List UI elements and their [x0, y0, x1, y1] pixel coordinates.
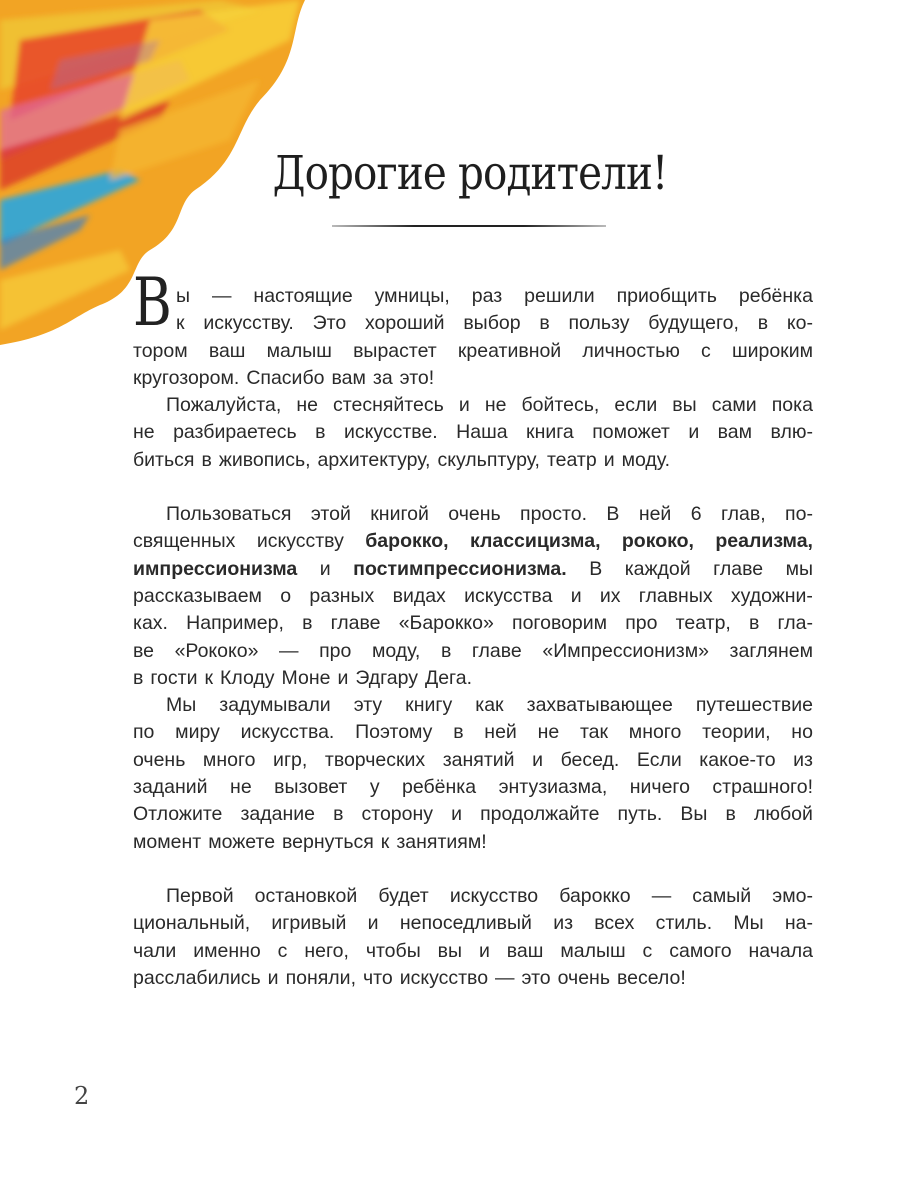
- word: не: [484, 394, 507, 417]
- page-title: Дорогие родители!: [272, 146, 668, 201]
- word: широким: [731, 339, 813, 362]
- word: вы: [672, 394, 697, 417]
- word: остановкой: [254, 884, 358, 907]
- text-line: [133, 747, 813, 774]
- text-line: [133, 883, 813, 910]
- word: тором: [133, 339, 188, 362]
- word: 6: [690, 503, 702, 526]
- word: личностью: [582, 339, 680, 362]
- word: будет: [378, 884, 429, 907]
- word: в: [749, 612, 760, 635]
- drop-cap-letter: В: [133, 264, 172, 341]
- word: Эдгару: [355, 666, 418, 689]
- paragraph-spacer: [133, 474, 813, 501]
- word: архитектуру,: [317, 448, 431, 471]
- word: вам: [717, 421, 753, 444]
- word: их: [599, 584, 621, 607]
- text-line: [133, 392, 813, 419]
- word: ваш: [506, 939, 544, 962]
- word: книга: [526, 421, 574, 444]
- word: про: [319, 639, 352, 662]
- word: и: [458, 394, 470, 417]
- word: раз: [471, 285, 503, 307]
- word: Дега.: [425, 666, 472, 689]
- word: захватывающее: [526, 694, 673, 717]
- word: искусстве.: [343, 421, 438, 444]
- word: страшного!: [712, 776, 813, 799]
- word: приобщить: [616, 285, 717, 307]
- word: расслабились: [133, 966, 261, 989]
- word: за: [372, 366, 393, 389]
- word: какое-то: [699, 748, 776, 771]
- word: момент: [133, 830, 202, 853]
- word: чали: [133, 939, 177, 962]
- word: игривый: [271, 912, 347, 935]
- word: искусству: [256, 530, 344, 553]
- bold-word: рококо,: [621, 530, 694, 553]
- word: к: [380, 830, 390, 853]
- word: него,: [304, 939, 349, 962]
- word: малыш: [266, 339, 332, 362]
- word: —: [211, 285, 232, 307]
- word: Спасибо: [246, 366, 325, 389]
- word: искусству.: [203, 312, 294, 335]
- word: в: [133, 666, 144, 689]
- word: главе: [330, 612, 381, 635]
- word: с: [277, 939, 288, 962]
- word: ве: [133, 639, 154, 662]
- word: не: [537, 721, 560, 744]
- text-line: [133, 501, 813, 528]
- word: видах: [392, 584, 446, 607]
- word: в: [725, 803, 736, 826]
- word: Поэтому: [355, 721, 433, 744]
- text-line: [133, 719, 813, 746]
- word: Клоду: [220, 666, 275, 689]
- text-line: [133, 283, 813, 310]
- word: много: [202, 748, 256, 771]
- word: художни-: [730, 584, 813, 607]
- word: театр,: [675, 612, 731, 635]
- word: и: [603, 448, 615, 471]
- word: Первой: [166, 884, 234, 907]
- word: рассказываем: [133, 584, 262, 607]
- word: решили: [524, 285, 595, 307]
- word: из: [793, 748, 813, 771]
- word: про: [625, 612, 658, 635]
- word: не: [296, 394, 318, 417]
- word: о: [280, 584, 292, 607]
- word: живопись,: [218, 448, 311, 471]
- paragraph: [133, 692, 813, 856]
- word: Например,: [186, 612, 284, 635]
- word: заглянем: [729, 639, 813, 662]
- word: Пользоваться: [166, 503, 292, 526]
- word: креативной: [457, 339, 562, 362]
- word: это: [521, 966, 551, 989]
- word: в: [539, 312, 550, 335]
- word: бесед.: [560, 748, 620, 771]
- word: влю-: [770, 421, 813, 444]
- word: ваш: [208, 339, 246, 362]
- word: гла-: [777, 612, 813, 635]
- word: и: [319, 557, 331, 580]
- word: В: [589, 557, 603, 580]
- word: ничего: [629, 776, 690, 799]
- word: продолжайте: [480, 803, 600, 826]
- word: если: [614, 394, 658, 417]
- text-line: [133, 365, 813, 392]
- word: стесняйтесь: [333, 394, 444, 417]
- word: так: [579, 721, 609, 744]
- word: книгу: [405, 694, 453, 717]
- word: любой: [753, 803, 813, 826]
- word: книгой: [370, 503, 429, 526]
- word: в: [757, 312, 769, 335]
- title-underline-divider: [332, 225, 606, 227]
- word: непоседливый: [399, 912, 532, 935]
- word: эту: [353, 694, 383, 717]
- word: «Барокко»: [398, 612, 494, 635]
- text-line: [133, 556, 813, 583]
- text-line: [133, 829, 813, 856]
- word: и: [451, 803, 463, 826]
- word: хороший: [365, 312, 445, 335]
- word: священных: [133, 530, 236, 553]
- text-line: [133, 938, 813, 965]
- word: теории,: [702, 721, 771, 744]
- word: главе: [713, 557, 764, 580]
- page-number: 2: [74, 1082, 90, 1110]
- word: сами: [711, 394, 757, 417]
- word: на-: [784, 912, 813, 935]
- word: вырастет: [353, 339, 437, 362]
- word: разных: [309, 584, 375, 607]
- word: Мы: [166, 694, 197, 717]
- word: эмо-: [772, 884, 813, 907]
- word: главных: [638, 584, 713, 607]
- word: Если: [636, 748, 682, 771]
- text-line: [133, 528, 813, 555]
- word: к: [204, 666, 213, 689]
- word: моду,: [371, 639, 421, 662]
- word: глав,: [720, 503, 766, 526]
- word: в: [453, 721, 464, 744]
- paragraph-spacer: [133, 856, 813, 883]
- word: каждой: [624, 557, 691, 580]
- word: моду.: [621, 448, 671, 471]
- word: мы: [785, 557, 813, 580]
- text-line: [133, 665, 813, 692]
- word: занятий: [442, 748, 515, 771]
- paragraph: [133, 283, 813, 392]
- word: но: [791, 721, 813, 744]
- word: пока: [771, 394, 813, 417]
- word: ко-: [786, 312, 813, 335]
- word: и: [570, 584, 582, 607]
- paragraph: [133, 883, 813, 992]
- word: энтузиазма,: [498, 776, 608, 799]
- word: очень: [557, 966, 610, 989]
- word: задумывали: [219, 694, 331, 717]
- word: будущего,: [648, 312, 739, 335]
- word: по-: [785, 503, 813, 526]
- word: весело!: [617, 966, 686, 989]
- word: умницы,: [374, 285, 450, 307]
- word: поняли,: [285, 966, 356, 989]
- word: не: [133, 421, 155, 444]
- word: искусства.: [240, 721, 335, 744]
- word: это!: [399, 366, 435, 389]
- word: что: [362, 966, 393, 989]
- word: поговорим: [512, 612, 608, 635]
- word: путь.: [617, 803, 663, 826]
- text-line: [133, 310, 813, 337]
- word: самого: [669, 939, 732, 962]
- word: просто.: [520, 503, 588, 526]
- word: миру: [175, 721, 220, 744]
- word: ы: [176, 285, 191, 307]
- word: поможет: [592, 421, 670, 444]
- word: игр,: [273, 748, 308, 771]
- word: гости: [150, 666, 198, 689]
- text-line: [133, 801, 813, 828]
- word: именно: [193, 939, 261, 962]
- word: Мы: [733, 912, 764, 935]
- word: в: [315, 421, 326, 444]
- word: к: [176, 312, 185, 335]
- word: много: [628, 721, 682, 744]
- word: искусство: [449, 884, 539, 907]
- word: и: [532, 748, 544, 771]
- word: Вы: [680, 803, 708, 826]
- word: задание: [240, 803, 315, 826]
- word: настоящие: [253, 285, 353, 307]
- text-line: [133, 419, 813, 446]
- text-line: [133, 447, 813, 474]
- word: Наша: [456, 421, 508, 444]
- word: Пожалуйста,: [166, 394, 282, 417]
- word: ней: [638, 503, 672, 526]
- bold-word: импрессионизма: [133, 557, 298, 580]
- text-line: [133, 692, 813, 719]
- word: Моне: [281, 666, 331, 689]
- word: очень: [133, 748, 186, 771]
- word: и: [478, 939, 490, 962]
- letter-body: [133, 283, 813, 992]
- word: выбор: [463, 312, 521, 335]
- word: путешествие: [695, 694, 813, 717]
- word: В: [606, 503, 620, 526]
- word: в: [201, 448, 212, 471]
- text-line: [133, 583, 813, 610]
- word: ках.: [133, 612, 168, 635]
- text-line: [133, 338, 813, 365]
- word: с: [701, 339, 711, 362]
- word: кругозором.: [133, 366, 240, 389]
- text-line: [133, 910, 813, 937]
- word: ребёнка: [738, 285, 813, 307]
- word: —: [279, 639, 299, 662]
- word: вам: [331, 366, 366, 389]
- word: сторону: [361, 803, 434, 826]
- text-line: [133, 638, 813, 665]
- word: вернуться: [282, 830, 374, 853]
- text-line: [133, 610, 813, 637]
- word: этой: [310, 503, 351, 526]
- word: театр: [546, 448, 597, 471]
- word: малыш: [560, 939, 626, 962]
- word: —: [651, 884, 672, 907]
- word: с: [642, 939, 653, 962]
- word: «Импрессионизм»: [542, 639, 709, 662]
- word: пользу: [568, 312, 630, 335]
- word: «Рококо»: [174, 639, 259, 662]
- word: как: [475, 694, 504, 717]
- bold-word: реализма,: [715, 530, 813, 553]
- word: самый: [692, 884, 752, 907]
- word: циональный,: [133, 912, 251, 935]
- word: по: [133, 721, 155, 744]
- word: искусства: [464, 584, 553, 607]
- word: главе: [471, 639, 522, 662]
- word: в: [333, 803, 344, 826]
- word: всех: [594, 912, 635, 935]
- word: в: [302, 612, 313, 635]
- word: барокко: [559, 884, 631, 907]
- word: у: [369, 776, 380, 799]
- word: и: [367, 912, 379, 935]
- text-line: [133, 774, 813, 801]
- word: вы: [437, 939, 463, 962]
- word: биться: [133, 448, 195, 471]
- bold-word: постимпрессионизма.: [353, 557, 567, 580]
- word: разбираетесь: [173, 421, 297, 444]
- word: чтобы: [365, 939, 421, 962]
- word: —: [495, 966, 515, 989]
- text-line: [133, 965, 813, 992]
- word: вызовет: [274, 776, 348, 799]
- word: занятиям!: [396, 830, 487, 853]
- paragraph: [133, 392, 813, 474]
- word: Отложите: [133, 803, 223, 826]
- word: ребёнка: [402, 776, 477, 799]
- word: стиль.: [655, 912, 713, 935]
- word: заданий: [133, 776, 208, 799]
- word: очень: [448, 503, 501, 526]
- word: ней: [484, 721, 517, 744]
- word: скульптуру,: [437, 448, 540, 471]
- word: и: [267, 966, 279, 989]
- paragraph: [133, 501, 813, 692]
- word: творческих: [324, 748, 426, 771]
- word: можете: [208, 830, 276, 853]
- word: и: [688, 421, 700, 444]
- word: искусство: [399, 966, 489, 989]
- bold-word: барокко,: [365, 530, 449, 553]
- word: Это: [312, 312, 347, 335]
- word: и: [337, 666, 349, 689]
- word: бойтесь,: [521, 394, 600, 417]
- word: начала: [748, 939, 813, 962]
- word: в: [440, 639, 452, 662]
- bold-word: классицизма,: [469, 530, 601, 553]
- word: из: [553, 912, 574, 935]
- word: не: [230, 776, 252, 799]
